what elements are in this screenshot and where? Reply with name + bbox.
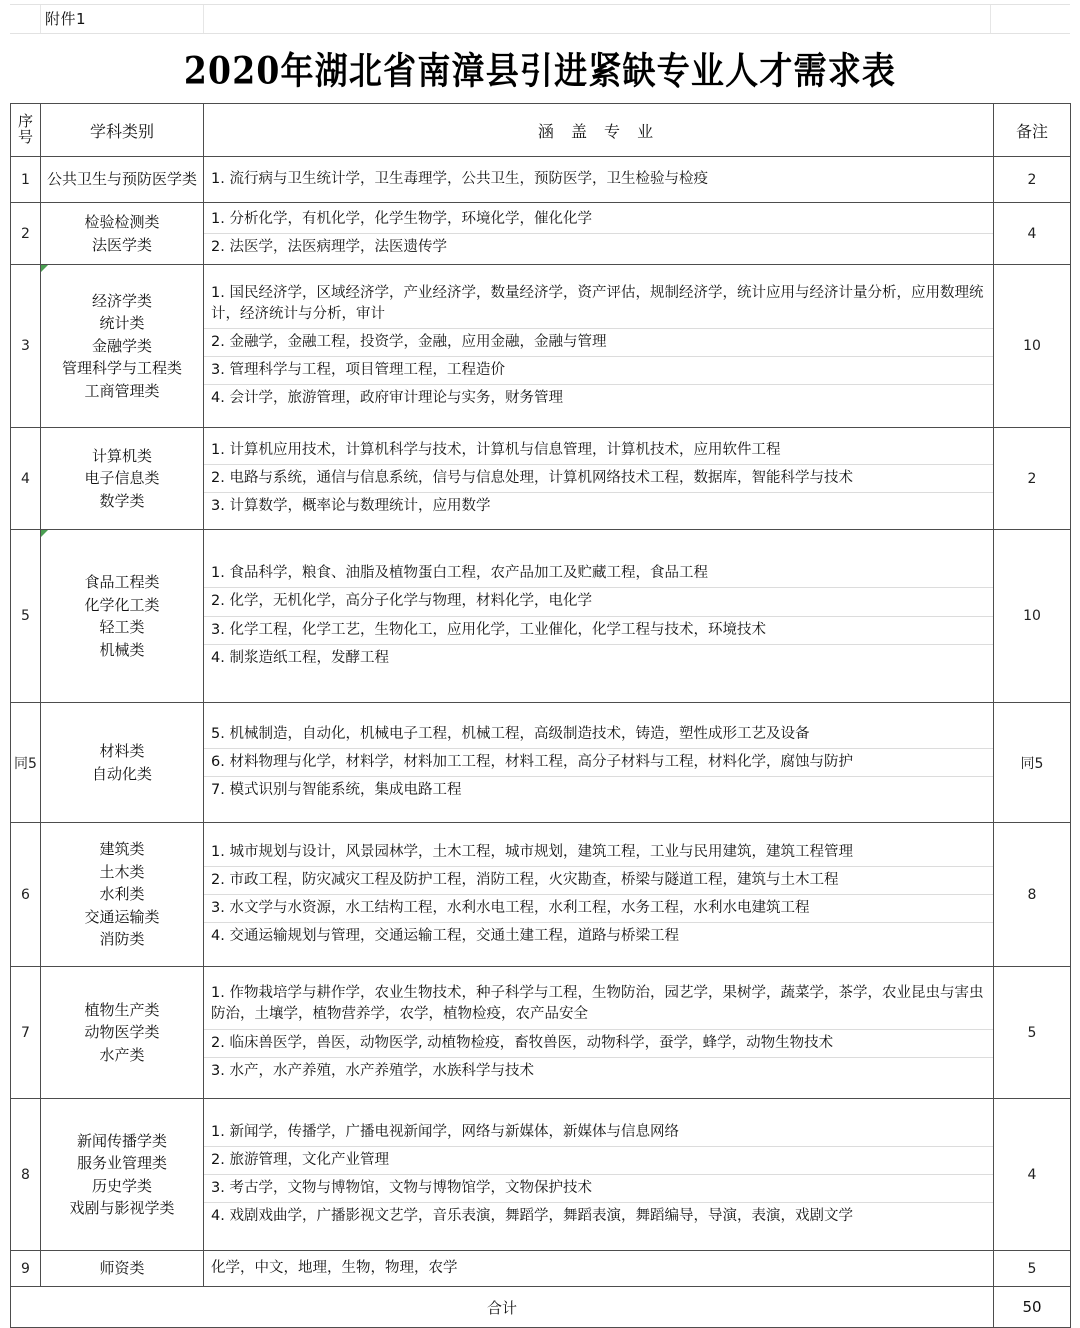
major-list-item: 化学，中文，地理，生物，物理，农学 xyxy=(211,1259,458,1276)
major-list xyxy=(204,206,993,261)
major-list-item: 1. 分析化学，有机化学，化学生物学，环境化学，催化化学 xyxy=(204,206,993,234)
table-row xyxy=(11,823,1071,967)
note-cell: 5 xyxy=(994,967,1071,1099)
major-list-item: 3. 水产，水产养殖，水产养殖学，水族科学与技术 xyxy=(211,1062,534,1079)
majors-cell xyxy=(204,265,994,428)
note-cell: 10 xyxy=(994,265,1071,428)
major-list-item: 3. 考古学，文物与博物馆，文物与博物馆学，文物保护技术 xyxy=(204,1175,993,1203)
page-title: 2020年湖北省南漳县引进紧缺专业人才需求表 xyxy=(183,48,897,93)
header-category: 学科类别 xyxy=(41,104,204,157)
major-list-item: 3. 管理科学与工程，项目管理工程，工程造价 xyxy=(204,357,993,385)
majors-cell xyxy=(204,428,994,530)
row-number-cell: 同5 xyxy=(11,703,41,823)
note-cell: 8 xyxy=(994,823,1071,967)
majors-cell xyxy=(204,157,994,203)
category-cell: 建筑类 土木类 水利类 交通运输类 消防类 xyxy=(41,823,204,967)
attachment-strip xyxy=(10,4,1070,34)
header-no-line1: 序 xyxy=(17,112,33,131)
major-list-item: 3. 水文学与水资源，水工结构工程，水利水电工程，水利工程，水务工程，水利水电建筑工程 xyxy=(204,895,993,923)
category-cell: 检验检测类 法医学类 xyxy=(41,203,204,265)
major-list-item: 4. 制浆造纸工程，发酵工程 xyxy=(211,649,389,666)
total-value: 50 xyxy=(994,1287,1071,1328)
major-list-item: 3. 化学工程，化学工艺，生物化工，应用化学，工业催化，化学工程与技术，环境技术 xyxy=(204,617,993,645)
major-list xyxy=(204,560,993,671)
major-list-item: 4. 戏剧戏曲学，广播影视文艺学，音乐表演，舞蹈学，舞蹈表演，舞蹈编导，导演，表演，戏剧文学 xyxy=(211,1208,853,1225)
major-list xyxy=(204,839,993,950)
comment-marker-icon xyxy=(41,265,48,272)
row-number-cell: 2 xyxy=(11,203,41,265)
major-list-item: 1. 流行病与卫生统计学，卫生毒理学，公共卫生，预防医学，卫生检验与检疫 xyxy=(211,170,708,187)
major-list xyxy=(204,1119,993,1230)
major-list-item: 3. 计算数学，概率论与数理统计，应用数学 xyxy=(211,498,491,514)
title-band xyxy=(10,33,1070,103)
major-list-item: 1. 计算机应用技术，计算机科学与技术，计算机与信息管理，计算机技术，应用软件工程 xyxy=(204,437,993,465)
total-row xyxy=(11,1287,1071,1328)
note-cell: 5 xyxy=(994,1251,1071,1287)
requirements-table xyxy=(10,103,1071,1328)
major-list-item: 2. 市政工程，防灾减灾工程及防护工程，消防工程，火灾勘查，桥梁与隧道工程，建筑与土木工程 xyxy=(204,867,993,895)
note-cell: 4 xyxy=(994,203,1071,265)
attachment-cell-middle xyxy=(204,5,991,33)
majors-cell xyxy=(204,203,994,265)
majors-cell xyxy=(204,1099,994,1251)
majors-cell xyxy=(204,967,994,1099)
major-list-item: 1. 国民经济学，区域经济学，产业经济学，数量经济学，资产评估，规制经济学，统计应用与经济计量分析，应用数理统计，经济统计与分析，审计 xyxy=(204,280,993,329)
attachment-cell-left xyxy=(10,5,41,33)
requirements-table-wrap xyxy=(10,103,1070,1328)
header-no-line2: 号 xyxy=(17,128,33,146)
major-list-item: 2. 旅游管理，文化产业管理 xyxy=(204,1147,993,1175)
row-number-cell: 4 xyxy=(11,428,41,530)
majors-cell xyxy=(204,823,994,967)
table-row xyxy=(11,157,1071,203)
major-list-item: 7. 模式识别与智能系统，集成电路工程 xyxy=(211,782,462,798)
table-row xyxy=(11,1099,1071,1251)
majors-cell xyxy=(204,530,994,703)
row-number-cell: 9 xyxy=(11,1251,41,1287)
major-list xyxy=(204,721,993,804)
category-cell: 经济学类 统计类 金融学类 管理科学与工程类 工商管理类 xyxy=(41,265,204,428)
major-list xyxy=(204,980,993,1084)
category-cell: 植物生产类 动物医学类 水产类 xyxy=(41,967,204,1099)
major-list xyxy=(204,280,993,412)
attachment-cell-right xyxy=(991,5,1070,33)
table-row xyxy=(11,1251,1071,1287)
major-list-item: 2. 金融学，金融工程，投资学，金融，应用金融，金融与管理 xyxy=(204,329,993,357)
row-number-cell: 6 xyxy=(11,823,41,967)
major-list-item: 1. 新闻学，传播学，广播电视新闻学，网络与新媒体，新媒体与信息网络 xyxy=(204,1119,993,1147)
total-label: 合计 xyxy=(11,1287,994,1328)
note-cell: 2 xyxy=(994,428,1071,530)
category-cell: 师资类 xyxy=(41,1251,204,1287)
category-cell: 公共卫生与预防医学类 xyxy=(41,157,204,203)
major-list-item: 2. 化学，无机化学，高分子化学与物理，材料化学，电化学 xyxy=(204,588,993,616)
header-majors: 涵 盖 专 业 xyxy=(204,104,994,157)
note-cell: 同5 xyxy=(994,703,1071,823)
table-row xyxy=(11,428,1071,530)
table-row xyxy=(11,530,1071,703)
row-number-cell: 3 xyxy=(11,265,41,428)
major-list-item: 2. 临床兽医学，兽医，动物医学, 动植物检疫，畜牧兽医，动物科学，蚕学，蜂学，动物生物技术 xyxy=(204,1030,993,1058)
major-list xyxy=(204,437,993,520)
note-cell: 10 xyxy=(994,530,1071,703)
major-list-item: 1. 作物栽培学与耕作学，农业生物技术，种子科学与工程，生物防治，园艺学，果树学，蔬菜学，茶学，农业昆虫与害虫防治，土壤学，植物营养学，农学，植物检疫，农产品安全 xyxy=(204,980,993,1029)
category-cell: 食品工程类 化学化工类 轻工类 机械类 xyxy=(41,530,204,703)
note-cell: 4 xyxy=(994,1099,1071,1251)
major-list-item: 2. 电路与系统，通信与信息系统，信号与信息处理，计算机网络技术工程，数据库，智能科学与技术 xyxy=(204,465,993,493)
note-cell: 2 xyxy=(994,157,1071,203)
table-row xyxy=(11,967,1071,1099)
row-number-cell: 1 xyxy=(11,157,41,203)
major-list-item: 4. 会计学，旅游管理，政府审计理论与实务，财务管理 xyxy=(211,390,563,407)
header-note: 备注 xyxy=(994,104,1071,157)
category-cell: 计算机类 电子信息类 数学类 xyxy=(41,428,204,530)
attachment-label: 附件1 xyxy=(45,9,87,28)
table-row xyxy=(11,703,1071,823)
row-number-cell: 8 xyxy=(11,1099,41,1251)
major-list-item: 5. 机械制造，自动化，机械电子工程，机械工程，高级制造技术，铸造，塑性成形工艺及设备 xyxy=(204,721,993,749)
category-cell: 新闻传播学类 服务业管理类 历史学类 戏剧与影视学类 xyxy=(41,1099,204,1251)
row-number-cell: 7 xyxy=(11,967,41,1099)
comment-marker-icon xyxy=(41,530,48,537)
major-list xyxy=(204,166,993,193)
major-list-item: 4. 交通运输规划与管理，交通运输工程，交通土建工程，道路与桥梁工程 xyxy=(211,928,679,945)
major-list-item: 1. 食品科学，粮食、油脂及植物蛋白工程，农产品加工及贮藏工程，食品工程 xyxy=(204,560,993,588)
table-row xyxy=(11,265,1071,428)
major-list-item: 6. 材料物理与化学，材料学，材料加工工程，材料工程，高分子材料与工程，材料化学，腐蚀与防护 xyxy=(204,749,993,777)
table-row xyxy=(11,203,1071,265)
row-number-cell: 5 xyxy=(11,530,41,703)
major-list-item: 2. 法医学，法医病理学，法医遗传学 xyxy=(211,239,447,255)
table-header-row xyxy=(11,104,1071,157)
attachment-label-cell xyxy=(41,5,204,33)
major-list-item: 1. 城市规划与设计，风景园林学，土木工程，城市规划，建筑工程，工业与民用建筑，建筑工程管理 xyxy=(204,839,993,867)
majors-cell xyxy=(204,1251,994,1287)
majors-cell xyxy=(204,703,994,823)
category-cell: 材料类 自动化类 xyxy=(41,703,204,823)
header-no xyxy=(11,104,41,157)
major-list xyxy=(204,1255,993,1282)
